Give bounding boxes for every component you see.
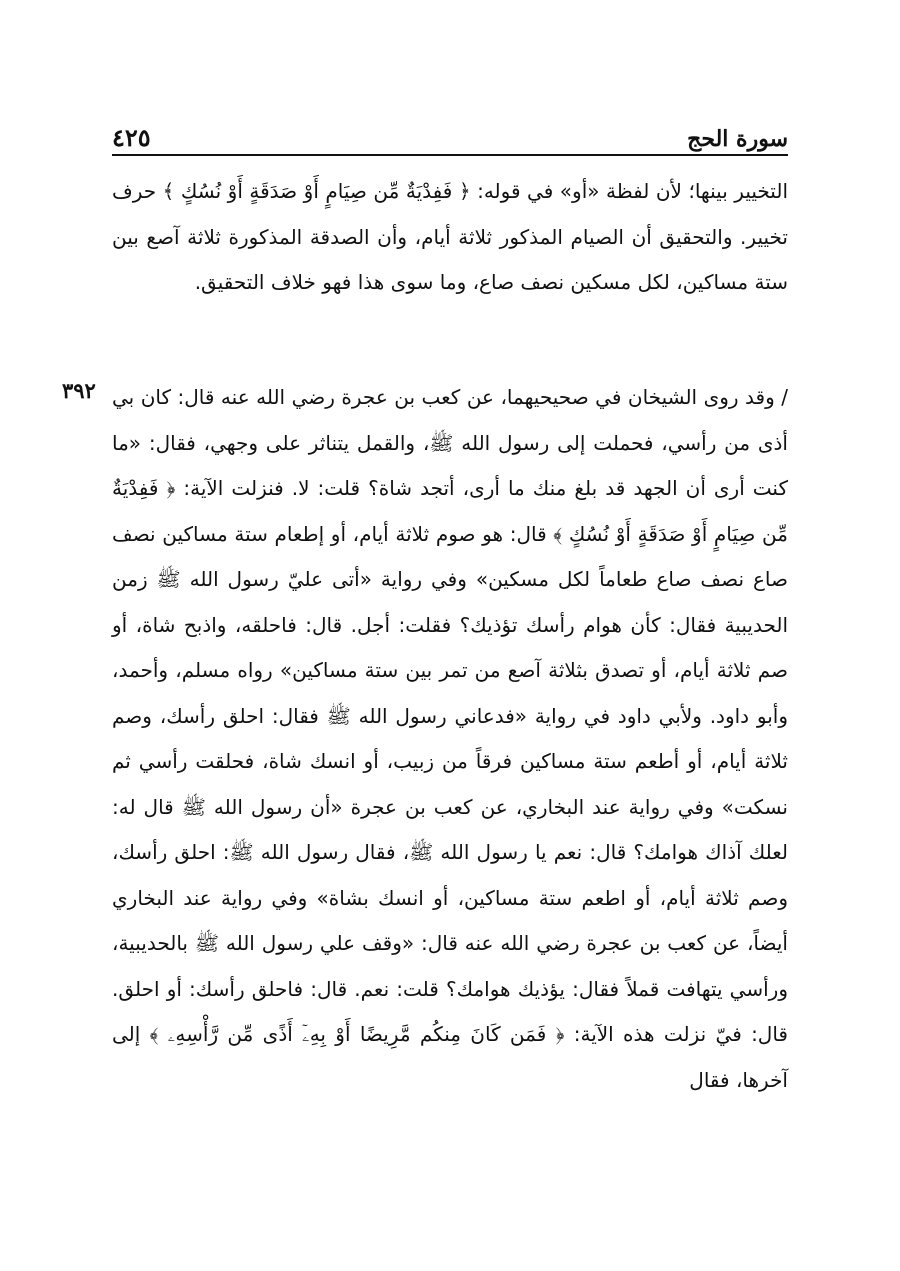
- page-number: ٤٢٥: [112, 123, 151, 152]
- margin-page-marker: ٣٩٢: [62, 378, 96, 403]
- body-paragraph-2: [112, 375, 788, 1103]
- body-paragraph-1: [112, 169, 788, 306]
- header-divider: [112, 154, 788, 156]
- paragraph-text: التخيير بينها؛ لأن لفظة «أو» في قوله: ﴿ فَفِدْيَةٌ مِّن صِيَامٍ أَوْ صَدَقَةٍ أَوْ نُسُكٍ ﴾ حرف تخيير. والتحقيق أن الصيام المذكور ثلاثة أيام، وأن الصدقة المذكورة ثلاثة آصع بين ستة مساكين، لكل مسكين نصف صاع، وما سوى هذا فهو خلاف التحقيق.: [112, 179, 788, 294]
- paragraph-text: / وقد روى الشيخان في صحيحيهما، عن كعب بن عجرة رضي الله عنه قال: كان بي أذى من رأسي، فحملت إلى رسول الله ﷺ، والقمل يتناثر على وجهي، فقال: «ما كنت أرى أن الجهد قد بلغ منك ما أرى، أتجد شاة؟ قلت: لا. فنزلت الآية: ﴿ فَفِدْيَةٌ مِّن صِيَامٍ أَوْ صَدَقَةٍ أَوْ نُسُكٍ ﴾ قال: هو صوم ثلاثة أيام، أو إطعام ستة مساكين نصف صاع نصف صاع طعاماً لكل مسكين» وفي رواية «أتى عليّ رسول الله ﷺ زمن الحديبية فقال: كأن هوام رأسك تؤذيك؟ فقلت: أجل. قال: فاحلقه، واذبح شاة، أو صم ثلاثة أيام، أو تصدق بثلاثة آصع من تمر بين ستة مساكين» رواه مسلم، وأحمد، وأبو داود. ولأبي داود في رواية «فدعاني رسول الله ﷺ فقال: احلق رأسك، وصم ثلاثة أيام، أو أطعم ستة مساكين فرقاً من زبيب، أو انسك شاة، فحلقت رأسي ثم نسكت» وفي رواية عند البخاري، عن كعب بن عجرة «أن رسول الله ﷺ قال له: لعلك آذاك هوامك؟ قال: نعم يا رسول الله ﷺ، فقال رسول الله ﷺ: احلق رأسك، وصم ثلاثة أيام، أو اطعم ستة مساكين، أو انسك بشاة» وفي رواية عند البخاري أيضاً، عن كعب بن عجرة رضي الله عنه قال: «وقف علي رسول الله ﷺ بالحديبية، ورأسي يتهافت قملاً فقال: يؤذيك هوامك؟ قلت: نعم. قال: فاحلق رأسك: أو احلق. قال: فيّ نزلت هذه الآية: ﴿ فَمَن كَانَ مِنكُم مَّرِيضًا أَوْ بِهِۦٓ أَذًى مِّن رَّأْسِهِۦ ﴾ إلى آخرها، فقال: [112, 385, 788, 1092]
- surah-title: سورة الحج: [687, 126, 788, 152]
- page-header: [112, 112, 788, 152]
